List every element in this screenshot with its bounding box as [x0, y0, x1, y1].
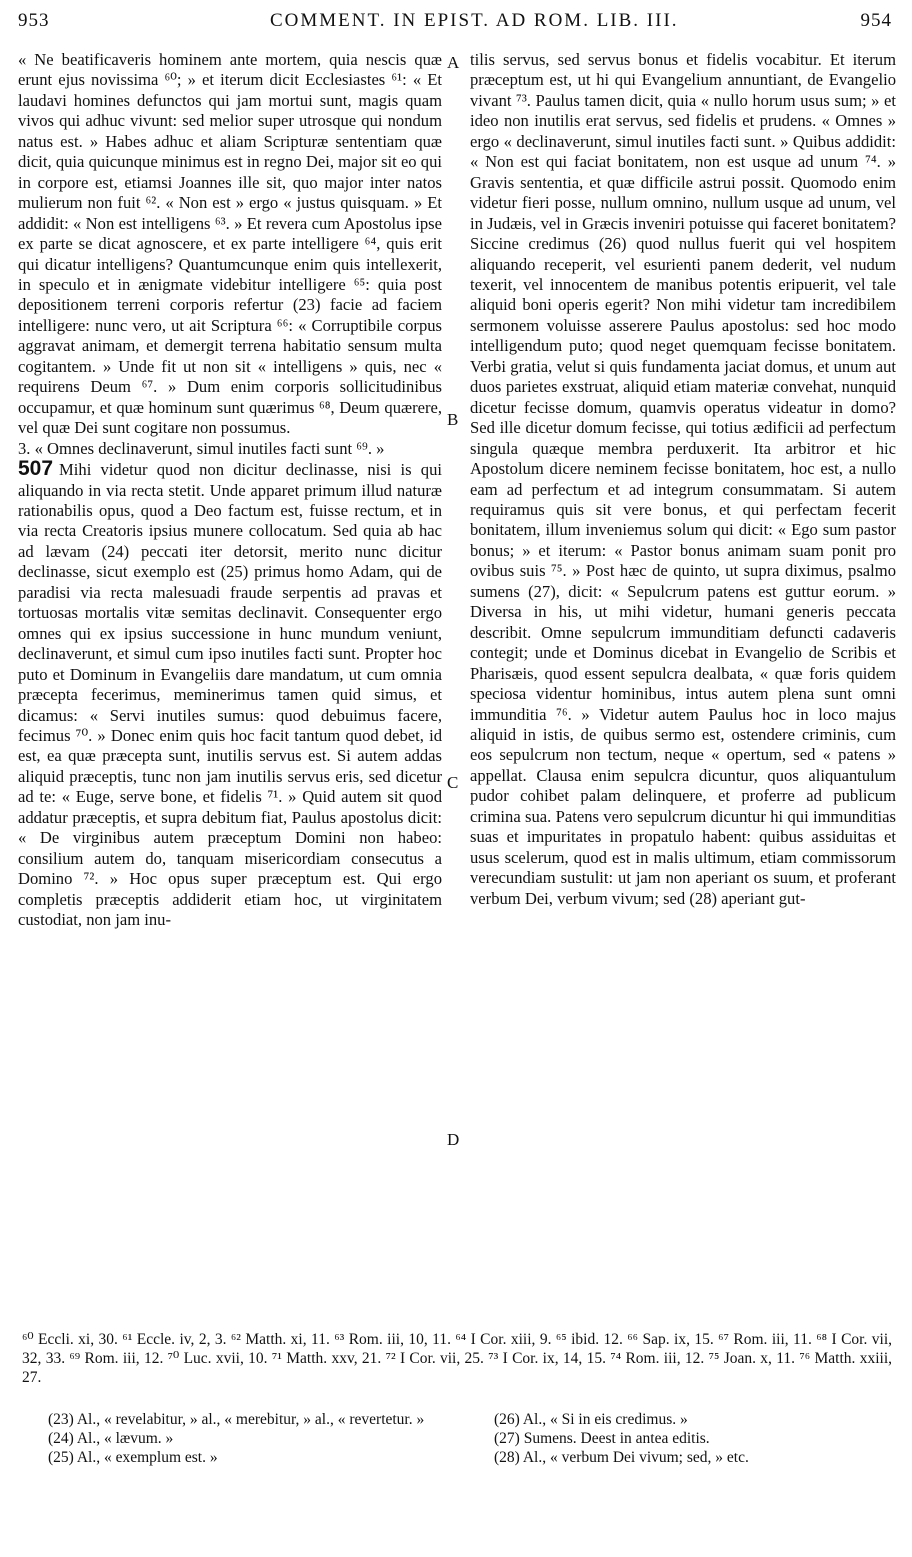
right-paragraph-1: tilis servus, sed servus bonus et fidelis vocabitur. Et iterum præceptum est, ut hi qui Evangelium annuntiant, de Evangelio vivant ⁷³. Paulus tamen dicit, quia « nullo horum usus sum; » et ideo non inutilis erat servus, sed fidelis et prudens. « Omnes » ergo « declinaverunt, simul inutiles facti sunt. » Quibus addidit: « Non est qui faciat bonitatem, non est usque ad unum ⁷⁴. » Gravis sententia, et quæ difficile astrui possit. Quomodo enim videtur fieri posse, nullum omnino, nullum usque ad unum, vel in Judæis, vel in Græcis inveniri potuisse qui faceret bonitatem? Siccine credimus (26) quod nullus fuerit qui vel hospitem aliquando receperit, vel esurienti panem dederit, vel nudum texerit, vel innocentem de manibus potentis eripuerit, vel tale aliquid boni operis egerit? Non mihi videtur tam incredibilem sermonem voluisse asserere Paulus apostolus: sed hoc modo intelligendum puto; quod neget quemquam fecisse bonitatem. Verbi gratia, velut si quis fundamenta jaciat domus, et unum aut duos parietes exstruat, aliquid etiam materiæ convehat, nunquid dicetur fecisse domum, quamvis operatus videatur in domo? Sed ille dicetur domum fecisse, qui totius ædificii ad perfectum singula quæque membra perduxerit. Ita arbitror et hic Apostolum dicere neminem fecisse bonitatem, hoc est, a nullo eam ad perfectum et ad integrum consummatam. Si autem requiramus quis sit vere bonus, et qui perfectam fecerit bonitatem, illum inveniemus solum qui dicit: « Ego sum pastor bonus; » et iterum: « Pastor bonus animam suam ponit pro ovibus suis ⁷⁵. » Post hæc de quinto, ut supra diximus, psalmo sumens (27), dicit: « Sepulcrum patens est guttur eorum. » Diversa in his, ut mihi videtur, humani generis peccata describit. Omne sepulcrum immunditiam defuncti cadaveris contegit; unde et Dominus dicebat in Evangelio de Scribis et Pharisæis, quod essent sepulcra dealbata, « quæ foris quidem speciosa videntur hominibus, intus autem plena sunt omni immunditia ⁷⁶. » Videtur autem Paulus hoc in loco majus aliquid in istis, de quibus sermo est, ostendere criminis, cum eos sepulcrum non tectum, neque « opertum, sed « patens » appellat. Clausa enim sepulcra dicuntur, quos aliquantulum pudor cohibet palam delinquere, et proferre ad publicum crimina sua. Patens vero sepulcrum dicuntur hi qui immunditias suas et impuritates in propatulo habent: quibus assiduitas et usus scelerum, quod est in malis ultimum, etiam commissorum verecundiam sustulit: ut jam non aperiant os suum, et proferant verbum Dei, verbum vivum; sed (28) aperiant gut-	[470, 50, 896, 908]
section-marker-d: D	[447, 1130, 460, 1149]
page-header	[0, 8, 912, 36]
variant-notes-left	[48, 1410, 458, 1467]
variant-note: (24) Al., « lævum. »	[48, 1430, 174, 1447]
right-page-number: 954	[860, 10, 892, 31]
left-text-column	[18, 50, 442, 930]
variant-note: (23) Al., « revelabitur, » al., « merebitur, » al., « revertetur. »	[48, 1411, 425, 1428]
section-marker-b: B	[447, 410, 459, 429]
footnote-references: ⁶⁰ Eccli. xi, 30. ⁶¹ Eccle. iv, 2, 3. ⁶² Matth. xi, 11. ⁶³ Rom. iii, 10, 11. ⁶⁴ I Cor. xiii, 9. ⁶⁵ ibid. 12. ⁶⁶ Sap. ix, 15. ⁶⁷ Rom. iii, 11. ⁶⁸ I Cor. vii, 32, 33. ⁶⁹ Rom. iii, 12. ⁷⁰ Luc. xvii, 10. ⁷¹ Matth. xxv, 21. ⁷² I Cor. vii, 25. ⁷³ I Cor. ix, 14, 15. ⁷⁴ Rom. iii, 12. ⁷⁵ Joan. x, 11. ⁷⁶ Matth. xxiii, 27.	[22, 1331, 892, 1386]
column-number: 507	[18, 457, 54, 481]
variant-note: (27) Sumens. Deest in antea editis.	[494, 1430, 710, 1447]
section-marker-c: C	[447, 773, 459, 792]
right-text-column	[470, 50, 896, 909]
left-paragraph-3-text: Mihi videtur quod non dicitur declinasse, nisi is qui aliquando in via recta stetit. Unde apparet primum illud naturæ rationabilis opus, quod a Deo factum est, fuisse rectum, et in via recta Creatoris ipsius munere collocatum. Sed quia ab hac ad lævam (24) peccati iter detorsit, merito nunc dicitur declinasse, sicut exemplo est (25) primus homo Adam, qui de paradisi via recta malesuadi fraude serpentis ad pravas et tortuosas mortalis vitæ semitas declinavit. Consequenter ergo omnes qui ex ipsius successione in hunc mundum veniunt, declinaverunt, et simul cum ipso inutiles facti sunt. Propter hoc puto et Dominum in Evangeliis dare mandatum, ut cum omnia præcepta fecerimus, meminerimus tamen quid simus, et dicamus: « Servi inutiles sumus: quod debuimus facere, fecimus ⁷⁰. » Donec enim quis hoc facit tantum quod debet, id est, ea quæ præcepta sunt, inutilis servus est. Si autem addas aliquid præceptis, tunc non jam inutilis servus eris, sed dicetur ad te: « Euge, serve bone, et fidelis ⁷¹. » Quid autem sit quod addatur præceptis, et supra debitum fiat, Paulus apostolus dicit: « De virginibus autem præceptum Domini non habeo: consilium autem do, tanquam misericordiam consecutus a Domino ⁷². » Hoc opus super præceptum est. Qui ergo completis præceptis addiderit etiam hoc, ut virginitatem custodiat, non jam inu-	[18, 460, 442, 930]
variant-note: (28) Al., « verbum Dei vivum; sed, » etc.	[494, 1449, 749, 1466]
running-title: COMMENT. IN EPIST. AD ROM. LIB. III.	[270, 10, 679, 31]
left-page-number: 953	[18, 10, 50, 31]
variant-note: (26) Al., « Si in eis credimus. »	[494, 1411, 688, 1428]
left-paragraph-2-verse: 3. « Omnes declinaverunt, simul inutiles facti sunt ⁶⁹. »	[18, 438, 385, 458]
section-marker-a: A	[447, 53, 460, 72]
variant-note: (25) Al., « exemplum est. »	[48, 1449, 218, 1466]
scripture-footnotes	[22, 1330, 892, 1387]
variant-notes-right	[494, 1410, 894, 1467]
left-paragraph-3	[18, 459, 442, 930]
left-paragraph-1: « Ne beatificaveris hominem ante mortem, quia nescis quæ erunt ejus novissima ⁶⁰; » et iterum dicit Ecclesiastes ⁶¹: « Et laudavi homines defunctos qui jam mortui sunt, magis quam vivos qui adhuc vivunt: sed melior super utrosque qui nondum natus est. » Habes adhuc et aliam Scripturæ sententiam quæ dicit, quia quicunque minimus est in regno Dei, major sit eo qui in corpore est, etiamsi Joannes ille sit, quo major inter natos mulierum non fuit ⁶². « Non est » ergo « justus quisquam. » Et addidit: « Non est intelligens ⁶³. » Et revera cum Apostolus ipse ex parte se dicat agnoscere, et ex parte intelligere ⁶⁴, quis erit qui dicatur intelligens? Quantumcunque enim quis intellexerit, in speculo et in ænigmate videbitur intelligere ⁶⁵: quia post depositionem terreni corporis refertur (23) facie ad faciem intelligere: nunc vero, ut ait Scriptura ⁶⁶: « Corruptibile corpus aggravat animam, et demergit terrena habitatio sensum multa cogitantem. » Unde fit ut non sit « intelligens » quis, nec « requirens Deum ⁶⁷. » Dum enim corporis sollicitudinibus occupamur, et quæ hominum sunt quærimus ⁶⁸, Deum quærere, vel quæ Dei sunt cogitare non possumus.	[18, 50, 442, 438]
